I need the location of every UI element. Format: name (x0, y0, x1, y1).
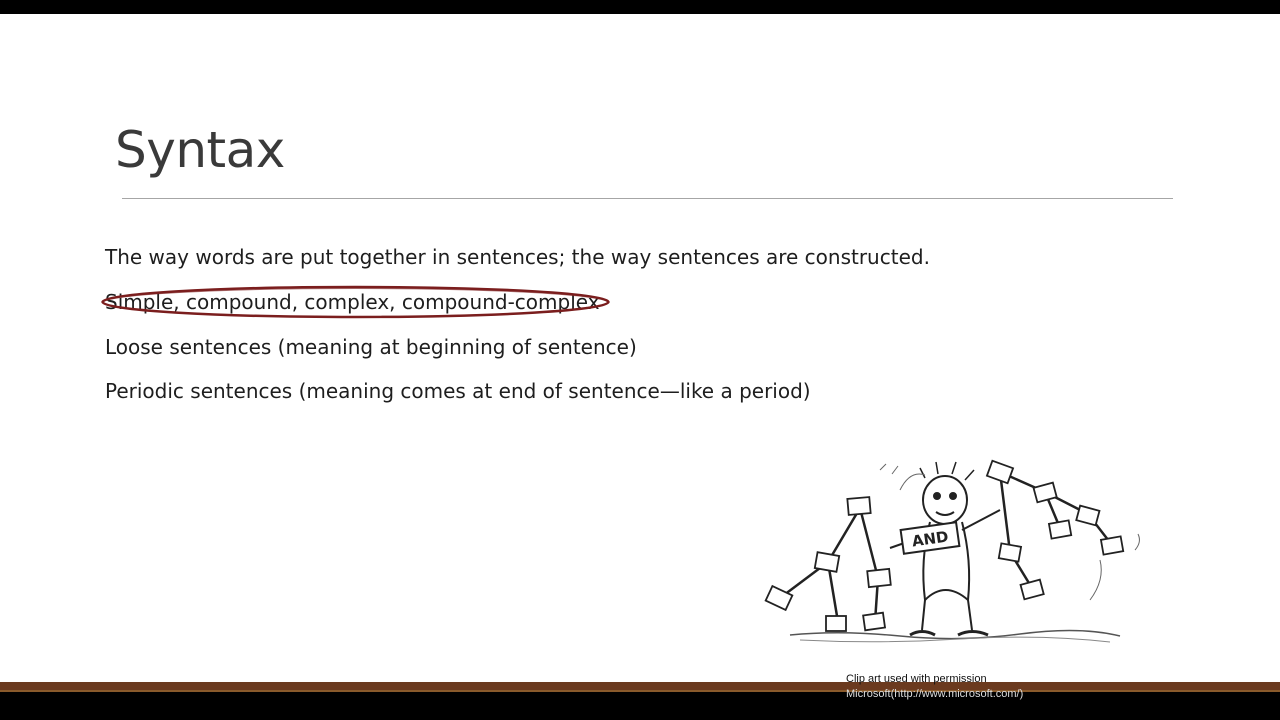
bullet-periodic-sentences: Periodic sentences (meaning comes at end of sentence—like a period) (105, 379, 811, 403)
slide-title: Syntax (115, 121, 285, 179)
bullet-sentence-types: Simple, compound, complex, compound-complex (105, 290, 600, 314)
clipart-center-label: AND (910, 527, 950, 551)
credit-line-2: Microsoft(http://www.microsoft.com/) (846, 688, 1024, 700)
credit-line-1: Clip art used with permission (846, 673, 987, 685)
bullet-loose-sentences: Loose sentences (meaning at beginning of sentence) (105, 335, 637, 359)
bullet-definition: The way words are put together in sentences; the way sentences are constructed. (105, 245, 930, 269)
title-divider (122, 198, 1173, 199)
slide (0, 14, 1280, 682)
clipart-credit (846, 672, 1023, 702)
highlight-ellipse (100, 285, 611, 319)
bottom-letterbox (0, 692, 1280, 720)
clipart-sentence-trees (760, 430, 1150, 655)
footer-band (0, 682, 1280, 690)
